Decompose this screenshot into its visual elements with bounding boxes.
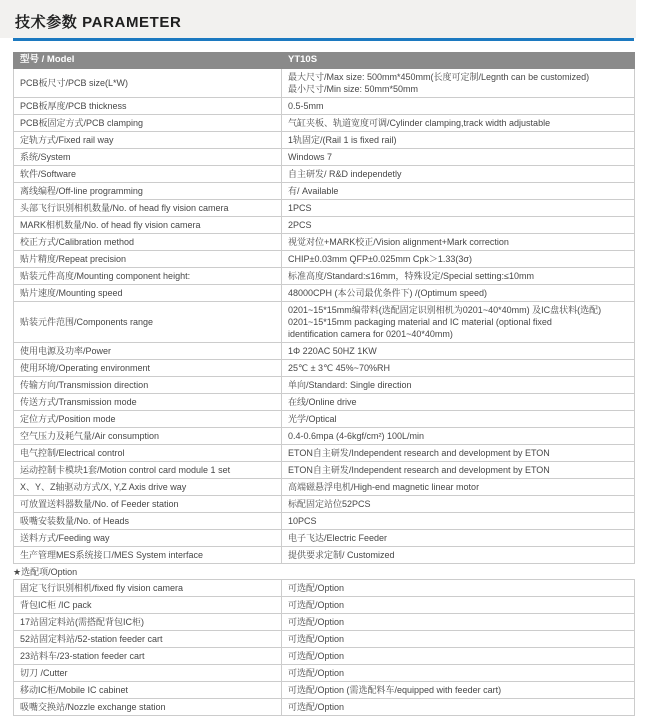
table-row xyxy=(13,268,635,285)
table-row xyxy=(13,648,635,665)
row-value-line: 25℃ ± 3℃ 45%~70%RH xyxy=(288,363,390,373)
table-row xyxy=(13,251,635,268)
row-value-line: 可选配/Option xyxy=(288,702,345,712)
row-value-line: 可选配/Option xyxy=(288,634,345,644)
table-row xyxy=(13,234,635,251)
row-label-cell: 背包IC柜 /IC pack xyxy=(14,597,282,613)
table-row xyxy=(13,183,635,200)
row-value-line: 可选配/Option xyxy=(288,583,345,593)
row-label-cell: MARK相机数量/No. of head fly vision camera xyxy=(14,217,282,233)
row-value-cell xyxy=(282,115,634,131)
table-row xyxy=(13,360,635,377)
row-value-line: ETON自主研发/Independent research and development by ETON xyxy=(288,465,550,475)
row-value-line: 最小尺寸/Min size: 50mm*50mm xyxy=(288,84,419,94)
row-value-line: 最大尺寸/Max size: 500mm*450mm(长度可定制/Legnth can be customized) xyxy=(288,72,590,82)
model-header-cell: 型号 / Model xyxy=(14,52,282,68)
table-row xyxy=(13,217,635,234)
row-value-cell xyxy=(282,302,634,342)
row-value-cell xyxy=(282,69,634,97)
row-label-cell: 头部飞行识别相机数量/No. of head fly vision camera xyxy=(14,200,282,216)
spec-table xyxy=(13,52,635,564)
row-label-cell: 使用环境/Operating environment xyxy=(14,360,282,376)
accent-divider xyxy=(13,38,634,41)
row-label-cell: PCB板厚度/PCB thickness xyxy=(14,98,282,114)
row-value-cell xyxy=(282,166,634,182)
row-label-cell: 定位方式/Position mode xyxy=(14,411,282,427)
row-value-line: 自主研发/ R&D independetly xyxy=(288,169,402,179)
row-value-line: 2PCS xyxy=(288,220,312,230)
row-value-cell xyxy=(282,360,634,376)
table-row xyxy=(13,665,635,682)
row-value-line: identification camera for 0201~40*40mm) xyxy=(288,329,453,339)
row-value-line: Windows 7 xyxy=(288,152,333,162)
row-label-cell: 23站料车/23-station feeder cart xyxy=(14,648,282,664)
row-value-line: 可选配/Option (需选配料车/equipped with feeder cart) xyxy=(288,685,502,695)
row-label-cell: 校正方式/Calibration method xyxy=(14,234,282,250)
row-label-cell: 传送方式/Transmission mode xyxy=(14,394,282,410)
row-value-line: 0.5-5mm xyxy=(288,101,324,111)
table-row xyxy=(13,631,635,648)
table-row xyxy=(13,394,635,411)
row-value-line: 视觉对位+MARK校正/Vision alignment+Mark correction xyxy=(288,237,509,247)
table-row xyxy=(13,513,635,530)
table-row xyxy=(13,699,635,716)
row-value-cell xyxy=(282,597,634,613)
row-label-cell: 移动IC柜/Mobile IC cabinet xyxy=(14,682,282,698)
row-value-line: 10PCS xyxy=(288,516,317,526)
row-value-line: 1Φ 220AC 50HZ 1KW xyxy=(288,346,377,356)
title-band xyxy=(0,0,636,38)
row-value-line: 标准高度/Standard:≤16mm，特殊设定/Special setting:≤10mm xyxy=(288,271,534,281)
model-value-cell: YT10S xyxy=(288,54,318,65)
table-row xyxy=(13,479,635,496)
table-row xyxy=(13,547,635,564)
row-value-cell xyxy=(282,614,634,630)
row-label-cell: 空气压力及耗气量/Air consumption xyxy=(14,428,282,444)
table-row xyxy=(13,166,635,183)
row-value-line: 1轨固定/(Rail 1 is fixed rail) xyxy=(288,135,397,145)
row-value-cell xyxy=(282,513,634,529)
row-value-cell xyxy=(282,234,634,250)
table-row xyxy=(13,597,635,614)
row-label-cell: 使用电源及功率/Power xyxy=(14,343,282,359)
row-label-cell: 吸嘴安装数量/No. of Heads xyxy=(14,513,282,529)
table-row xyxy=(13,377,635,394)
row-label-cell: 运动控制卡模块1套/Motion control card module 1 set xyxy=(14,462,282,478)
row-value-line: 高端磁悬浮电机/High-end magnetic linear motor xyxy=(288,482,480,492)
row-value-cell xyxy=(282,479,634,495)
row-value-cell xyxy=(282,580,634,596)
table-row xyxy=(13,132,635,149)
row-label-cell: 软件/Software xyxy=(14,166,282,182)
row-value-line: 0201~15*15mm packaging material and IC material (optional fixed xyxy=(288,317,552,327)
row-value-cell xyxy=(282,648,634,664)
table-row xyxy=(13,149,635,166)
row-value-line: CHIP±0.03mm QFP±0.025mm Cpk＞1.33(3σ) xyxy=(288,254,472,264)
table-row xyxy=(13,302,635,343)
options-section-label: ★选配项/Option xyxy=(13,567,78,577)
options-rows xyxy=(13,580,635,716)
table-row xyxy=(13,98,635,115)
row-value-line: 1PCS xyxy=(288,203,312,213)
row-value-cell xyxy=(282,377,634,393)
row-value-cell xyxy=(282,411,634,427)
row-value-line: ETON自主研发/Independent research and development by ETON xyxy=(288,448,550,458)
row-label-cell: 52站固定料站/52-station feeder cart xyxy=(14,631,282,647)
table-row xyxy=(13,343,635,360)
row-label-cell: 系统/System xyxy=(14,149,282,165)
options-table xyxy=(13,579,635,716)
row-value-cell xyxy=(282,699,634,715)
row-value-line: 光学/Optical xyxy=(288,414,337,424)
row-value-line: 电子飞达/Electric Feeder xyxy=(288,533,388,543)
table-row xyxy=(13,462,635,479)
table-row xyxy=(13,69,635,98)
row-label-cell: 17站固定料站(需搭配背包IC柜) xyxy=(14,614,282,630)
row-value-line: 单向/Standard: Single direction xyxy=(288,380,412,390)
row-value-cell xyxy=(282,149,634,165)
row-value-cell xyxy=(282,530,634,546)
row-label-cell: 电气控制/Electrical control xyxy=(14,445,282,461)
row-value-line: 可选配/Option xyxy=(288,600,345,610)
row-value-cell xyxy=(282,217,634,233)
row-value-cell xyxy=(282,462,634,478)
row-label-cell: 离线编程/Off-line programming xyxy=(14,183,282,199)
row-value-line: 0.4-0.6mpa (4-6kgf/cm²) 100L/min xyxy=(288,431,425,441)
spec-rows xyxy=(13,69,635,564)
row-label-cell: 贴装元件范围/Components range xyxy=(14,302,282,342)
page-title: 技术参数 PARAMETER xyxy=(15,14,182,31)
row-value-cell xyxy=(282,445,634,461)
row-label-cell: 固定飞行识别相机/fixed fly vision camera xyxy=(14,580,282,596)
row-value-line: 可选配/Option xyxy=(288,668,345,678)
row-value-cell xyxy=(282,132,634,148)
row-value-cell xyxy=(282,665,634,681)
row-label-cell: 贴装元件高度/Mounting component height: xyxy=(14,268,282,284)
row-value-cell xyxy=(282,343,634,359)
row-label-cell: 定轨方式/Fixed rail way xyxy=(14,132,282,148)
table-row xyxy=(13,285,635,302)
table-row xyxy=(13,614,635,631)
table-row xyxy=(13,530,635,547)
row-label-cell: 传输方向/Transmission direction xyxy=(14,377,282,393)
row-value-line: 可选配/Option xyxy=(288,651,345,661)
row-label-cell: 贴片精度/Repeat precision xyxy=(14,251,282,267)
table-row xyxy=(13,496,635,513)
table-row xyxy=(13,445,635,462)
table-row xyxy=(13,580,635,597)
table-row xyxy=(13,411,635,428)
row-value-cell xyxy=(282,98,634,114)
row-value-line: 标配固定站位52PCS xyxy=(288,499,371,509)
row-label-cell: 吸嘴交换站/Nozzle exchange station xyxy=(14,699,282,715)
row-value-line: 提供要求定制/ Customized xyxy=(288,550,395,560)
row-value-cell xyxy=(282,251,634,267)
row-value-cell xyxy=(282,428,634,444)
row-value-cell xyxy=(282,631,634,647)
table-row xyxy=(13,682,635,699)
row-label-cell: 生产管理MES系统接口/MES System interface xyxy=(14,547,282,563)
row-value-cell xyxy=(282,285,634,301)
table-header-row xyxy=(13,52,635,69)
row-value-cell xyxy=(282,394,634,410)
row-value-cell xyxy=(282,547,634,563)
row-value-cell xyxy=(282,200,634,216)
row-value-line: 48000CPH (本公司最优条件下) /(Optimum speed) xyxy=(288,288,488,298)
row-value-cell xyxy=(282,682,634,698)
row-label-cell: 贴片速度/Mounting speed xyxy=(14,285,282,301)
row-value-cell xyxy=(282,183,634,199)
row-value-line: 气缸夹板、轨道宽度可调/Cylinder clamping,track width adjustable xyxy=(288,118,551,128)
row-label-cell: 送料方式/Feeding way xyxy=(14,530,282,546)
row-value-line: 有/ Available xyxy=(288,186,339,196)
row-value-line: 0201~15*15mm编带料(选配固定识别相机为0201~40*40mm) 及IC盘状料(选配) xyxy=(288,305,602,315)
row-value-cell xyxy=(282,496,634,512)
table-row xyxy=(13,115,635,132)
table-row xyxy=(13,200,635,217)
row-label-cell: 可放置送料器数量/No. of Feeder station xyxy=(14,496,282,512)
row-value-line: 可选配/Option xyxy=(288,617,345,627)
row-value-line: 在线/Online drive xyxy=(288,397,357,407)
row-label-cell: PCB板固定方式/PCB clamping xyxy=(14,115,282,131)
row-label-cell: X、Y、Z轴驱动方式/X, Y,Z Axis drive way xyxy=(14,479,282,495)
row-label-cell: 切刀 /Cutter xyxy=(14,665,282,681)
row-label-cell: PCB板尺寸/PCB size(L*W) xyxy=(14,69,282,97)
row-value-cell xyxy=(282,268,634,284)
table-row xyxy=(13,428,635,445)
